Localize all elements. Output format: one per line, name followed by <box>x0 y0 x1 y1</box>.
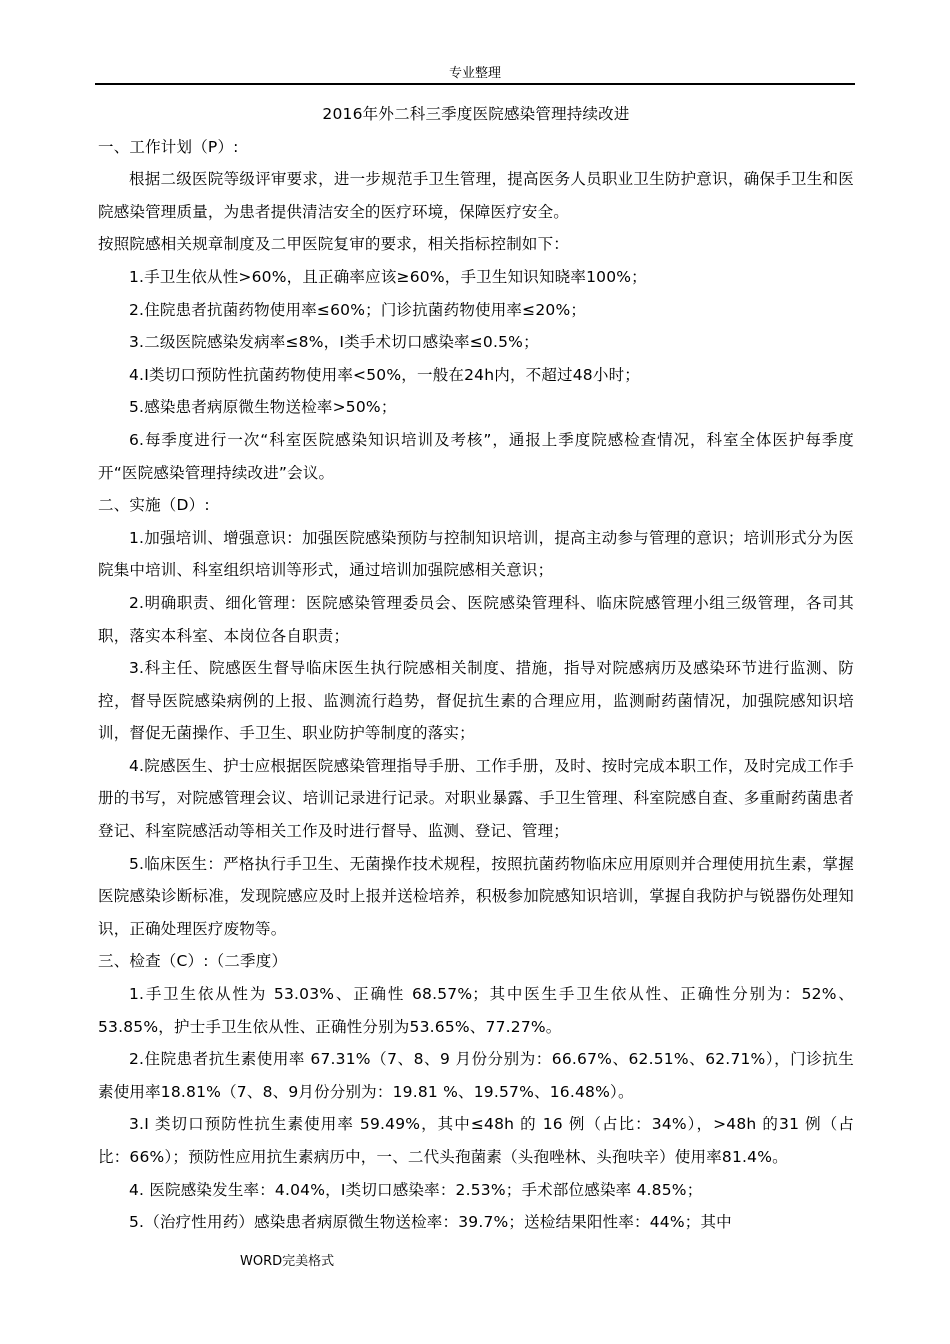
document-body <box>98 98 854 1239</box>
footer-label: WORD完美格式 <box>240 1254 335 1269</box>
section-heading-do: 二、实施（D）: <box>98 496 210 515</box>
do-item: 1.加强培训、增强意识：加强医院感染预防与控制知识培训，提高主动参与管理的意识；培训形式分为医院集中培训、科室组织培训等形式，通过培训加强院感相关意识； <box>98 528 854 580</box>
plan-intro-2: 按照院感相关规章制度及二甲医院复审的要求，相关指标控制如下： <box>98 235 570 254</box>
check-item: 5.（治疗性用药）感染患者病原微生物送检率：39.7%；送检结果阳性率：44%；其中 <box>129 1213 732 1232</box>
check-item: 2.住院患者抗生素使用率 67.31%（7、8、9 月份分别为：66.67%、62.51%、62.71%），门诊抗生素使用率18.81%（7、8、9月份分别为：19.81 %、19.57%、16.48%）。 <box>98 1050 855 1101</box>
section-heading-check: 三、检查（C）:（二季度） <box>98 952 288 971</box>
plan-item: 2.住院患者抗菌药物使用率≤60%；门诊抗菌药物使用率≤20%； <box>129 300 587 319</box>
plan-item: 5.感染患者病原微生物送检率>50%； <box>129 398 397 417</box>
header-divider <box>95 83 855 85</box>
plan-item: 4.I类切口预防性抗菌药物使用率<50%，一般在24h内，不超过48小时； <box>129 365 640 384</box>
do-item: 4.院感医生、护士应根据医院感染管理指导手册、工作手册，及时、按时完成本职工作，及时完成工作手册的书写，对院感管理会议、培训记录进行记录。对职业暴露、手卫生管理、科室院感自查、多重耐药菌患者登记、科室院感活动等相关工作及时进行督导、监测、登记、管理； <box>98 756 854 841</box>
header-label: 专业整理 <box>448 66 501 81</box>
section-heading-plan: 一、工作计划（P）: <box>98 137 239 156</box>
check-item: 3.I 类切口预防性抗生素使用率 59.49%，其中≤48h 的 16 例（占比：34%），>48h 的31 例（占比：66%）；预防性应用抗生素病历中，一、二代头孢菌素（头孢唑林、头孢呋辛）使用率81.4%。 <box>98 1115 854 1166</box>
document-title: 2016年外二科三季度医院感染管理持续改进 <box>322 105 630 123</box>
plan-item: 1.手卫生依从性>60%，且正确率应该≥60%，手卫生知识知晓率100%； <box>129 267 647 286</box>
do-item: 2.明确职责、细化管理：医院感染管理委员会、医院感染管理科、临床院感管理小组三级管理，各司其职，落实本科室、本岗位各自职责； <box>98 593 854 645</box>
plan-item: 3.二级医院感染发病率≤8%，I类手术切口感染率≤0.5%； <box>129 333 539 352</box>
do-item: 3.科主任、院感医生督导临床医生执行院感相关制度、措施，指导对院感病历及感染环节进行监测、防控，督导医院感染病例的上报、监测流行趋势，督促抗生素的合理应用，监测耐药菌情况，加强院感知识培训，督促无菌操作、手卫生、职业防护等制度的落实； <box>98 659 854 743</box>
do-item: 5.临床医生：严格执行手卫生、无菌操作技术规程，按照抗菌药物临床应用原则并合理使用抗生素，掌握医院感染诊断标准，发现院感应及时上报并送检培养，积极参加院感知识培训，掌握自我防护与锐器伤处理知识，正确处理医疗废物等。 <box>98 854 854 938</box>
check-item: 4. 医院感染发生率：4.04%，I类切口感染率：2.53%；手术部位感染率 4.85%； <box>129 1180 703 1199</box>
plan-intro: 根据二级医院等级评审要求，进一步规范手卫生管理，提高医务人员职业卫生防护意识，确保手卫生和医院感染管理质量，为患者提供清洁安全的医疗环境，保障医疗安全。 <box>98 170 854 221</box>
check-item: 1.手卫生依从性为 53.03%、正确性 68.57%；其中医生手卫生依从性、正确性分别为：52%、53.85%，护士手卫生依从性、正确性分别为53.65%、77.27%。 <box>98 985 854 1036</box>
plan-item: 6.每季度进行一次“科室医院感染知识培训及考核”，通报上季度院感检查情况，科室全体医护每季度开“医院感染管理持续改进”会议。 <box>98 430 854 482</box>
